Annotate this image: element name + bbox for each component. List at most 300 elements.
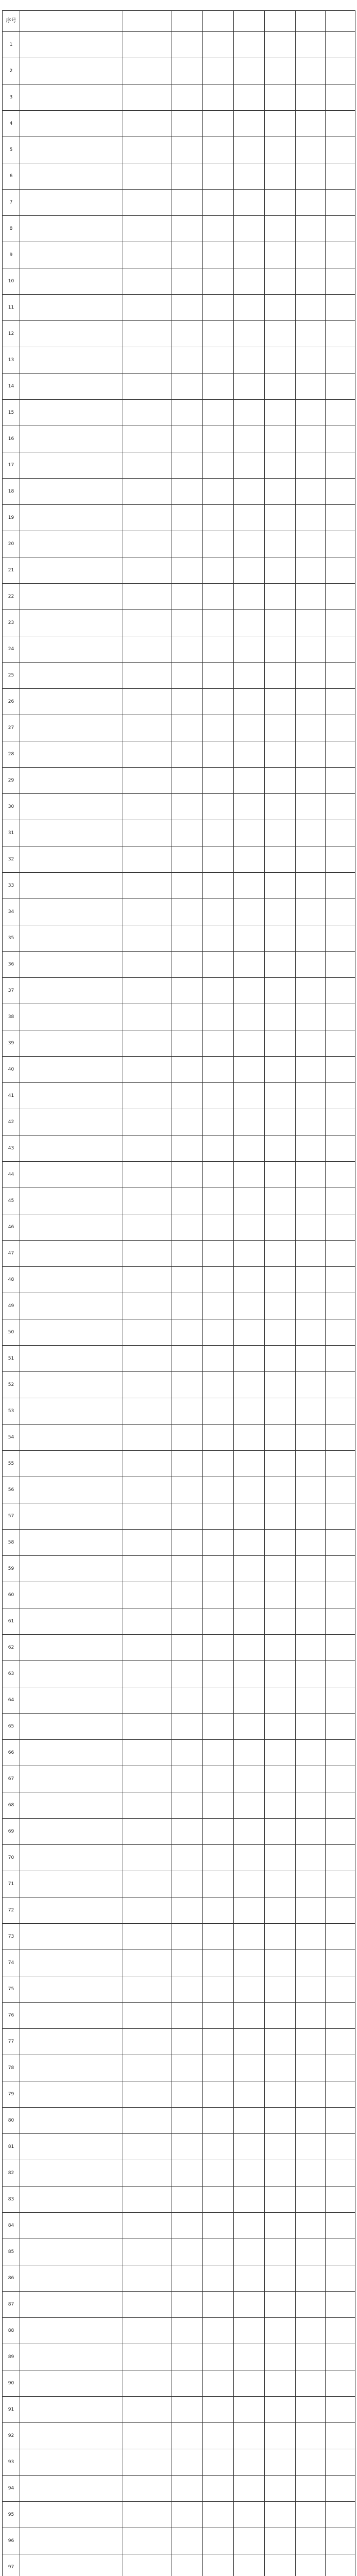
cell — [234, 479, 265, 505]
cell — [296, 452, 326, 479]
job-name — [123, 295, 172, 321]
cell — [326, 2108, 355, 2134]
cell — [326, 1766, 355, 1792]
cell — [234, 2502, 265, 2528]
table-row — [3, 242, 355, 268]
cell — [172, 2134, 203, 2160]
cell — [265, 2055, 296, 2081]
cell — [265, 2213, 296, 2239]
row-number: 55 — [3, 1451, 20, 1477]
unit-name — [20, 2081, 123, 2108]
cell — [234, 531, 265, 557]
table-header-row — [3, 11, 355, 32]
job-name — [123, 846, 172, 873]
cell — [203, 1582, 234, 1608]
row-number: 52 — [3, 1372, 20, 1398]
row-number: 75 — [3, 1976, 20, 2003]
cell — [203, 1319, 234, 1346]
cell — [296, 1766, 326, 1792]
table-row — [3, 163, 355, 190]
row-number: 95 — [3, 2502, 20, 2528]
job-name — [123, 1451, 172, 1477]
cell — [172, 1766, 203, 1792]
table-row — [3, 2003, 355, 2029]
cell — [234, 1267, 265, 1293]
cell — [234, 689, 265, 715]
cell — [172, 1319, 203, 1346]
cell — [296, 1372, 326, 1398]
table-row — [3, 1924, 355, 1950]
cell — [265, 1398, 296, 1425]
table-row — [3, 1188, 355, 1214]
row-number: 47 — [3, 1241, 20, 1267]
cell — [203, 925, 234, 952]
cell — [265, 1503, 296, 1530]
table-row — [3, 2239, 355, 2265]
cell — [172, 321, 203, 347]
cell — [296, 846, 326, 873]
table-row — [3, 873, 355, 899]
cell — [203, 2370, 234, 2397]
row-number: 50 — [3, 1319, 20, 1346]
cell — [203, 2108, 234, 2134]
unit-name — [20, 295, 123, 321]
cell — [326, 1162, 355, 1188]
table-row — [3, 1267, 355, 1293]
cell — [296, 84, 326, 111]
unit-name — [20, 2528, 123, 2554]
cell — [265, 1267, 296, 1293]
table-row — [3, 374, 355, 400]
column-header — [296, 11, 326, 32]
cell — [265, 216, 296, 242]
cell — [234, 1661, 265, 1687]
unit-name — [20, 505, 123, 531]
unit-name — [20, 1819, 123, 1845]
row-number: 66 — [3, 1740, 20, 1766]
unit-name — [20, 1425, 123, 1451]
cell — [326, 952, 355, 978]
cell — [265, 1976, 296, 2003]
cell — [234, 1897, 265, 1924]
row-number: 35 — [3, 925, 20, 952]
cell — [265, 899, 296, 925]
cell — [296, 1030, 326, 1057]
cell — [172, 1267, 203, 1293]
cell — [326, 557, 355, 584]
table-row — [3, 1819, 355, 1845]
cell — [265, 1924, 296, 1950]
cell — [172, 1241, 203, 1267]
cell — [296, 1398, 326, 1425]
cell — [326, 1819, 355, 1845]
table-row — [3, 1608, 355, 1635]
table-row — [3, 2134, 355, 2160]
unit-name — [20, 1950, 123, 1976]
table-row — [3, 1897, 355, 1924]
unit-name — [20, 374, 123, 400]
cell — [265, 1845, 296, 1871]
row-number: 42 — [3, 1109, 20, 1136]
job-name — [123, 111, 172, 137]
cell — [265, 1162, 296, 1188]
job-name — [123, 163, 172, 190]
table-row — [3, 1556, 355, 1582]
unit-name — [20, 1293, 123, 1319]
row-number: 70 — [3, 1845, 20, 1871]
cell — [265, 557, 296, 584]
row-number: 84 — [3, 2213, 20, 2239]
cell — [172, 1425, 203, 1451]
cell — [326, 846, 355, 873]
cell — [326, 1924, 355, 1950]
cell — [326, 2502, 355, 2528]
cell — [203, 426, 234, 452]
row-number: 22 — [3, 584, 20, 610]
cell — [203, 2160, 234, 2187]
cell — [326, 2554, 355, 2576]
cell — [234, 1950, 265, 1976]
row-number: 88 — [3, 2318, 20, 2344]
cell — [296, 899, 326, 925]
cell — [265, 347, 296, 374]
cell — [296, 636, 326, 663]
cell — [234, 1083, 265, 1109]
cell — [296, 2029, 326, 2055]
row-number: 36 — [3, 952, 20, 978]
cell — [234, 321, 265, 347]
cell — [203, 1845, 234, 1871]
job-name — [123, 2423, 172, 2449]
table-row — [3, 2187, 355, 2213]
cell — [234, 1162, 265, 1188]
cell — [172, 1136, 203, 1162]
cell — [326, 1372, 355, 1398]
cell — [234, 32, 265, 58]
cell — [203, 2554, 234, 2576]
cell — [265, 689, 296, 715]
unit-name — [20, 2476, 123, 2502]
job-name — [123, 2344, 172, 2370]
cell — [326, 1530, 355, 1556]
row-number: 28 — [3, 741, 20, 768]
unit-name — [20, 268, 123, 295]
cell — [265, 2502, 296, 2528]
table-row — [3, 1319, 355, 1346]
unit-name — [20, 2003, 123, 2029]
table-row — [3, 1661, 355, 1687]
unit-name — [20, 1924, 123, 1950]
cell — [265, 1030, 296, 1057]
cell — [326, 2397, 355, 2423]
cell — [326, 1057, 355, 1083]
cell — [265, 636, 296, 663]
table-row — [3, 1530, 355, 1556]
cell — [326, 137, 355, 163]
cell — [234, 1976, 265, 2003]
cell — [296, 2476, 326, 2502]
job-name — [123, 2397, 172, 2423]
cell — [203, 1057, 234, 1083]
column-header — [234, 11, 265, 32]
cell — [172, 741, 203, 768]
row-number: 29 — [3, 768, 20, 794]
cell — [296, 111, 326, 137]
cell — [326, 1109, 355, 1136]
job-name — [123, 1740, 172, 1766]
cell — [296, 1109, 326, 1136]
row-number: 86 — [3, 2265, 20, 2292]
unit-name — [20, 1398, 123, 1425]
unit-name — [20, 1109, 123, 1136]
cell — [234, 190, 265, 216]
cell — [203, 111, 234, 137]
cell — [172, 505, 203, 531]
cell — [326, 2187, 355, 2213]
unit-name — [20, 584, 123, 610]
table-row — [3, 452, 355, 479]
cell — [172, 2029, 203, 2055]
cell — [265, 1897, 296, 1924]
table-row — [3, 2081, 355, 2108]
cell — [265, 663, 296, 689]
cell — [296, 2318, 326, 2344]
cell — [326, 689, 355, 715]
cell — [265, 1819, 296, 1845]
job-name — [123, 1635, 172, 1661]
cell — [296, 1083, 326, 1109]
job-name — [123, 2239, 172, 2265]
cell — [203, 1477, 234, 1503]
cell — [234, 2108, 265, 2134]
unit-name — [20, 873, 123, 899]
row-number: 54 — [3, 1425, 20, 1451]
cell — [172, 479, 203, 505]
table-body — [3, 32, 355, 2576]
cell — [203, 1083, 234, 1109]
table-row — [3, 2292, 355, 2318]
cell — [234, 1740, 265, 1766]
cell — [296, 479, 326, 505]
cell — [172, 531, 203, 557]
cell — [234, 1398, 265, 1425]
cell — [296, 400, 326, 426]
cell — [326, 1687, 355, 1714]
cell — [265, 2476, 296, 2502]
cell — [203, 636, 234, 663]
cell — [296, 1950, 326, 1976]
table-row — [3, 820, 355, 846]
cell — [203, 1398, 234, 1425]
unit-name — [20, 1057, 123, 1083]
unit-name — [20, 663, 123, 689]
cell — [203, 1635, 234, 1661]
cell — [172, 2344, 203, 2370]
job-name — [123, 689, 172, 715]
table-row — [3, 111, 355, 137]
cell — [265, 84, 296, 111]
job-name — [123, 2081, 172, 2108]
table-row — [3, 2265, 355, 2292]
table-row — [3, 636, 355, 663]
cell — [203, 1162, 234, 1188]
table-row — [3, 899, 355, 925]
row-number: 32 — [3, 846, 20, 873]
cell — [234, 2318, 265, 2344]
cell — [296, 2528, 326, 2554]
cell — [326, 610, 355, 636]
cell — [234, 1635, 265, 1661]
cell — [172, 84, 203, 111]
row-number: 59 — [3, 1556, 20, 1582]
cell — [296, 1819, 326, 1845]
cell — [296, 2108, 326, 2134]
job-name — [123, 190, 172, 216]
cell — [234, 1687, 265, 1714]
cell — [265, 1556, 296, 1582]
cell — [265, 479, 296, 505]
cell — [326, 1267, 355, 1293]
cell — [234, 715, 265, 741]
cell — [172, 58, 203, 84]
unit-name — [20, 1582, 123, 1608]
cell — [296, 1845, 326, 1871]
cell — [296, 2003, 326, 2029]
cell — [172, 2292, 203, 2318]
table-row — [3, 2055, 355, 2081]
cell — [172, 584, 203, 610]
cell — [203, 1293, 234, 1319]
cell — [296, 1687, 326, 1714]
job-name — [123, 1556, 172, 1582]
cell — [172, 347, 203, 374]
job-name — [123, 978, 172, 1004]
cell — [265, 2108, 296, 2134]
cell — [172, 163, 203, 190]
table-row — [3, 1766, 355, 1792]
cell — [203, 715, 234, 741]
cell — [265, 1740, 296, 1766]
cell — [265, 2292, 296, 2318]
cell — [234, 1319, 265, 1346]
cell — [203, 452, 234, 479]
cell — [296, 1319, 326, 1346]
job-name — [123, 663, 172, 689]
cell — [203, 557, 234, 584]
cell — [296, 1057, 326, 1083]
cell — [265, 1792, 296, 1819]
cell — [203, 1241, 234, 1267]
cell — [234, 2476, 265, 2502]
cell — [172, 400, 203, 426]
cell — [296, 2213, 326, 2239]
cell — [234, 794, 265, 820]
table-row — [3, 1950, 355, 1976]
unit-name — [20, 1083, 123, 1109]
cell — [326, 321, 355, 347]
row-number: 34 — [3, 899, 20, 925]
cell — [172, 2003, 203, 2029]
cell — [326, 2055, 355, 2081]
row-number: 60 — [3, 1582, 20, 1608]
cell — [234, 1109, 265, 1136]
cell — [234, 137, 265, 163]
cell — [265, 1083, 296, 1109]
table-row — [3, 400, 355, 426]
cell — [203, 1897, 234, 1924]
job-name — [123, 1924, 172, 1950]
table-row — [3, 1477, 355, 1503]
unit-name — [20, 2239, 123, 2265]
cell — [326, 2370, 355, 2397]
cell — [172, 820, 203, 846]
cell — [265, 374, 296, 400]
row-number: 80 — [3, 2108, 20, 2134]
cell — [296, 2449, 326, 2476]
cell — [203, 846, 234, 873]
cell — [234, 2187, 265, 2213]
cell — [326, 1976, 355, 2003]
row-number: 57 — [3, 1503, 20, 1530]
cell — [172, 1792, 203, 1819]
cell — [326, 2318, 355, 2344]
unit-name — [20, 2160, 123, 2187]
row-number: 27 — [3, 715, 20, 741]
table-row — [3, 1241, 355, 1267]
cell — [203, 2003, 234, 2029]
cell — [265, 925, 296, 952]
job-name — [123, 1477, 172, 1503]
row-number: 44 — [3, 1162, 20, 1188]
cell — [234, 2528, 265, 2554]
job-name — [123, 452, 172, 479]
cell — [203, 978, 234, 1004]
table-row — [3, 295, 355, 321]
job-name — [123, 1057, 172, 1083]
cell — [326, 1871, 355, 1897]
row-number: 30 — [3, 794, 20, 820]
cell — [203, 2187, 234, 2213]
row-number: 94 — [3, 2476, 20, 2502]
cell — [265, 242, 296, 268]
row-number: 85 — [3, 2239, 20, 2265]
cell — [326, 531, 355, 557]
cell — [234, 1556, 265, 1582]
cell — [234, 1451, 265, 1477]
unit-name — [20, 1477, 123, 1503]
table-row — [3, 347, 355, 374]
row-number: 13 — [3, 347, 20, 374]
cell — [172, 663, 203, 689]
row-number: 4 — [3, 111, 20, 137]
cell — [234, 2160, 265, 2187]
cell — [296, 347, 326, 374]
table-row — [3, 1425, 355, 1451]
unit-name — [20, 2134, 123, 2160]
cell — [326, 374, 355, 400]
cell — [265, 1451, 296, 1477]
row-number: 64 — [3, 1687, 20, 1714]
table-row — [3, 321, 355, 347]
cell — [265, 2528, 296, 2554]
cell — [203, 2502, 234, 2528]
cell — [172, 952, 203, 978]
table-row — [3, 2554, 355, 2576]
unit-name — [20, 137, 123, 163]
cell — [326, 1608, 355, 1635]
cell — [296, 295, 326, 321]
job-name — [123, 1214, 172, 1241]
